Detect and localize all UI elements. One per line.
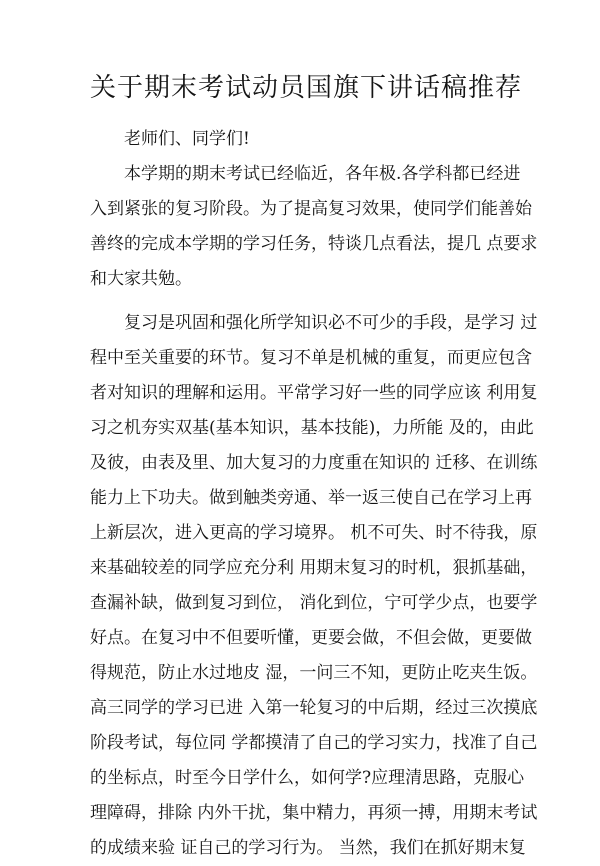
- salutation: 老师们、同学们!: [124, 129, 250, 149]
- paragraph-line: 的坐标点，时至今日学什么，如何学?应理清思路，克服心: [90, 768, 525, 788]
- paragraph-line: 善终的完成本学期的学习任务，特谈几点看法，提几 点要求: [90, 234, 538, 254]
- paragraph-line: 上新层次，进入更高的学习境界。 机不可失、时不待我，原: [90, 523, 538, 543]
- paragraph-line: 者对知识的理解和运用。平常学习好一些的同学应该 利用复: [90, 383, 538, 403]
- paragraph-line: 阶段考试，每位同 学都摸清了自己的学习实力，找准了自己: [90, 733, 538, 753]
- document-title: 关于期末考试动员国旗下讲话稿推荐: [90, 73, 523, 103]
- paragraph-line: 查漏补缺，做到复习到位， 消化到位，宁可学少点，也要学: [90, 593, 538, 613]
- paragraph-line: 好点。在复习中不但要听懂，更要会做，不但会做，更要做: [90, 628, 532, 648]
- paragraph-line: 和大家共勉。: [90, 269, 192, 289]
- paragraph-line: 能力上下功夫。做到触类旁通、举一返三使自己在学习上再: [90, 488, 532, 508]
- paragraph-line: 得规范，防止水过地皮 湿，一问三不知，更防止吃夹生饭。: [90, 663, 538, 683]
- paragraph-line: 及彼，由表及里、加大复习的力度重在知识的 迁移、在训练: [90, 453, 538, 473]
- paragraph-2: [90, 306, 538, 866]
- paragraph-line: 入到紧张的复习阶段。为了提高复习效果，使同学们能善始: [90, 199, 532, 219]
- paragraph-line: 习之机夯实双基(基本知识，基本技能)，力所能 及的，由此: [90, 418, 534, 438]
- paragraph-line: 复习是巩固和强化所学知识必不可少的手段，是学习 过: [124, 313, 538, 333]
- paragraph-line: 程中至关重要的环节。复习不单是机械的重复，而更应包含: [90, 348, 532, 368]
- paragraph-line: 来基础较差的同学应充分利 用期末复习的时机，狠抓基础，: [90, 558, 538, 578]
- paragraph-line: 本学期的期末考试已经临近，各年极.各学科都已经进: [124, 164, 521, 184]
- paragraph-line: 理障碍，排除 内外干扰，集中精力，再须一搏，用期末考试: [90, 803, 538, 823]
- paragraph-line: 高三同学的学习已进 入第一轮复习的中后期，经过三次摸底: [90, 698, 538, 718]
- paragraph-line: 的成绩来验 证自己的学习行为。 当然，我们在抓好期末复: [90, 838, 526, 858]
- paragraph-1: [90, 157, 538, 297]
